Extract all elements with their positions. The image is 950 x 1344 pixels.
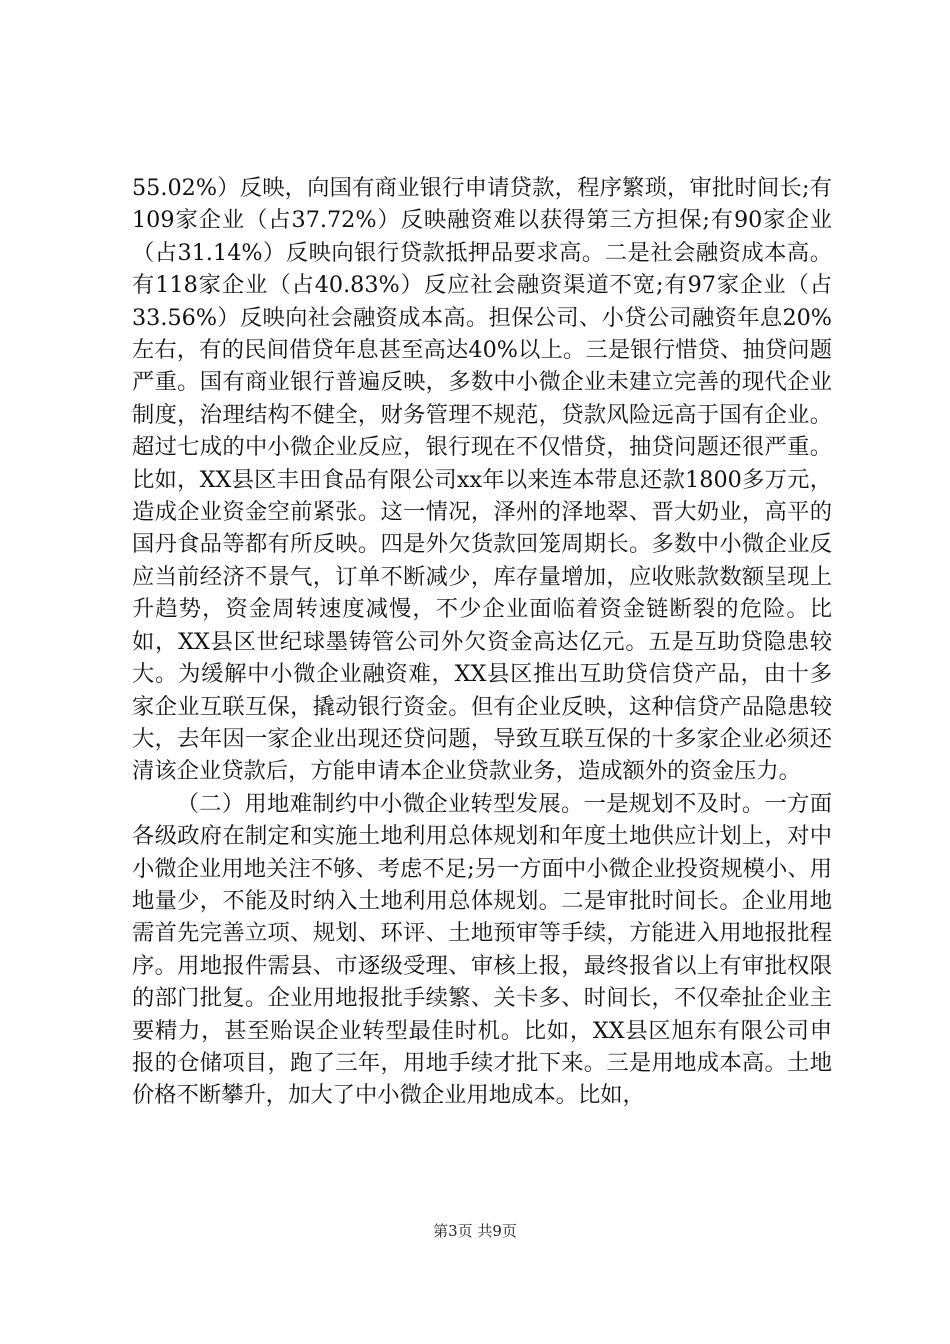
paragraph-land-use-difficulties: （二）用地难制约中小微企业转型发展。一是规划不及时。一方面各级政府在制定和实施土地利用总体规划和年度土地供应计划上，对中小微企业用地关注不够、考虑不足;另一方面中小微企业投资规模小、用地量少，不能及时纳入土地利用总体规划。二是审批时间长。企业用地需首先完善立项、规划、环评、土地预审等手续，方能进入用地报批程序。用地报件需县、市逐级受理、审核上报，最终报省以上有审批权限的部门批复。企业用地报批手续繁、关卡多、时间长，不仅牵扯企业主要精力，甚至贻误企业转型最佳时机。比如，XX县区旭东有限公司申报的仓储项目，跑了三年，用地手续才批下来。三是用地成本高。土地价格不断攀升，加大了中小微企业用地成本。比如， [132,790,832,1109]
document-body [132,172,832,1112]
page-number-footer: 第3页 共9页 [433,1222,517,1240]
paragraph-financing-difficulties: 55.02%）反映，向国有商业银行申请贷款，程序繁琐，审批时间长;有109家企业（占37.72%）反映融资难以获得第三方担保;有90家企业（占31.14%）反映向银行贷款抵押品要求高。二是社会融资成本高。有118家企业（占40.83%）反应社会融资渠道不宽;有97家企业（占33.56%）反映向社会融资成本高。担保公司、小贷公司融资年息20%左右，有的民间借贷年息甚至高达40%以上。三是银行惜贷、抽贷问题严重。国有商业银行普遍反映，多数中小微企业未建立完善的现代企业制度，治理结构不健全，财务管理不规范，贷款风险远高于国有企业。超过七成的中小微企业反应，银行现在不仅惜贷，抽贷问题还很严重。比如，XX县区丰田食品有限公司xx年以来连本带息还款1800多万元，造成企业资金空前紧张。这一情况，泽州的泽地翠、晋大奶业，高平的国丹食品等都有所反映。四是外欠货款回笼周期长。多数中小微企业反应当前经济不景气，订单不断减少，库存量增加，应收账款数额呈现上升趋势，资金周转速度减慢，不少企业面临着资金链断裂的危险。比如，XX县区世纪球墨铸管公司外欠资金高达亿元。五是互助贷隐患较大。为缓解中小微企业融资难，XX县区推出互助贷信贷产品，由十多家企业互联互保，撬动银行资金。但有企业反映，这种信贷产品隐患较大，去年因一家企业出现还贷问题，导致互联互保的十多家企业必须还清该企业贷款后，方能申请本企业贷款业务，造成额外的资金压力。 [132,175,832,785]
